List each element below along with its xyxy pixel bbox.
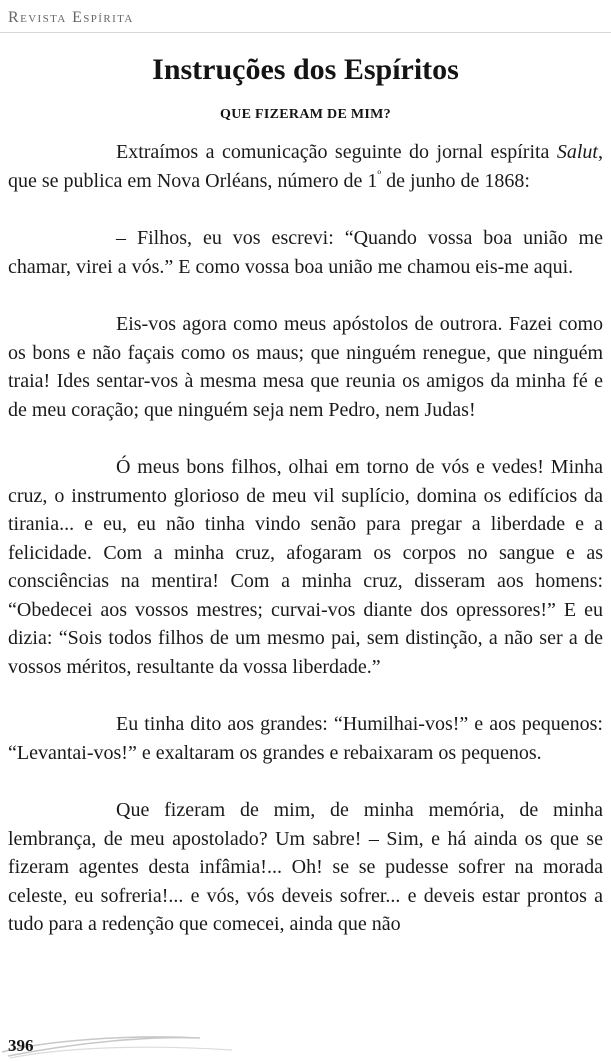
ordinal-superscript: º	[377, 167, 382, 182]
decorative-swoosh-icon	[0, 1022, 240, 1062]
header-rule	[0, 32, 611, 33]
paragraph-intro	[8, 138, 603, 195]
article-subtitle: QUE FIZERAM DE MIM?	[220, 107, 391, 122]
intro-text-end: de junho de 1868:	[381, 169, 530, 192]
intro-text-middle: , que se publica em Nova Orléans, número de 1	[8, 141, 603, 192]
section-title: Instruções dos Espíritos	[152, 53, 459, 86]
page-footer	[0, 1022, 611, 1062]
paragraph: Eis-vos agora como meus apóstolos de outrora. Fazei como os bons e não façais como os maus; que ninguém renegue, que ninguém traia! Ides sentar-vos à mesma mesa que reunia os amigos da minha fé e de meu coração; que ninguém seja nem Pedro, nem Judas!	[8, 313, 603, 421]
paragraph: Eu tinha dito aos grandes: “Humilhai-vos!” e aos pequenos: “Levantai-vos!” e exaltaram os grandes e rebaixaram os pequenos.	[8, 713, 603, 764]
paragraph: Ó meus bons filhos, olhai em torno de vós e vedes! Minha cruz, o instrumento glorioso de meu vil suplício, domina os edifícios da tirania... e eu, eu não tinha vindo senão para pregar a liberdade e a felicidade. Com a minha cruz, afogaram os corpos no sangue e as consciências na mentira! Com a minha cruz, disseram aos homens: “Obedecei aos vossos mestres; curvai-vos diante dos opressores!” E eu dizia: “Sois todos filhos de um mesmo pai, sem distinção, a não ser a de vossos méritos, resultante da vossa liberdade.”	[8, 456, 603, 678]
running-header: Revista Espírita	[8, 9, 134, 26]
page-number: 396	[8, 1036, 34, 1055]
article-body	[8, 138, 603, 939]
page-content	[8, 47, 603, 939]
journal-name: Salut	[556, 141, 598, 163]
paragraph: Que fizeram de mim, de minha memória, de minha lembrança, de meu apostolado? Um sabre! – Sim, e há ainda os que se fizeram agentes desta infâmia!... Oh! se se pudesse sofrer na morada celeste, eu sofreria!... e vós, vós deveis sofrer... e deveis estar prontos a tudo para a redenção que comecei, ainda que não	[8, 799, 603, 935]
paragraph: – Filhos, eu vos escrevi: “Quando vossa boa união me chamar, virei a vós.” E como vossa boa união me chamou eis-me aqui.	[8, 227, 603, 278]
intro-text-start: Extraímos a comunicação seguinte do jornal espírita	[116, 141, 557, 163]
